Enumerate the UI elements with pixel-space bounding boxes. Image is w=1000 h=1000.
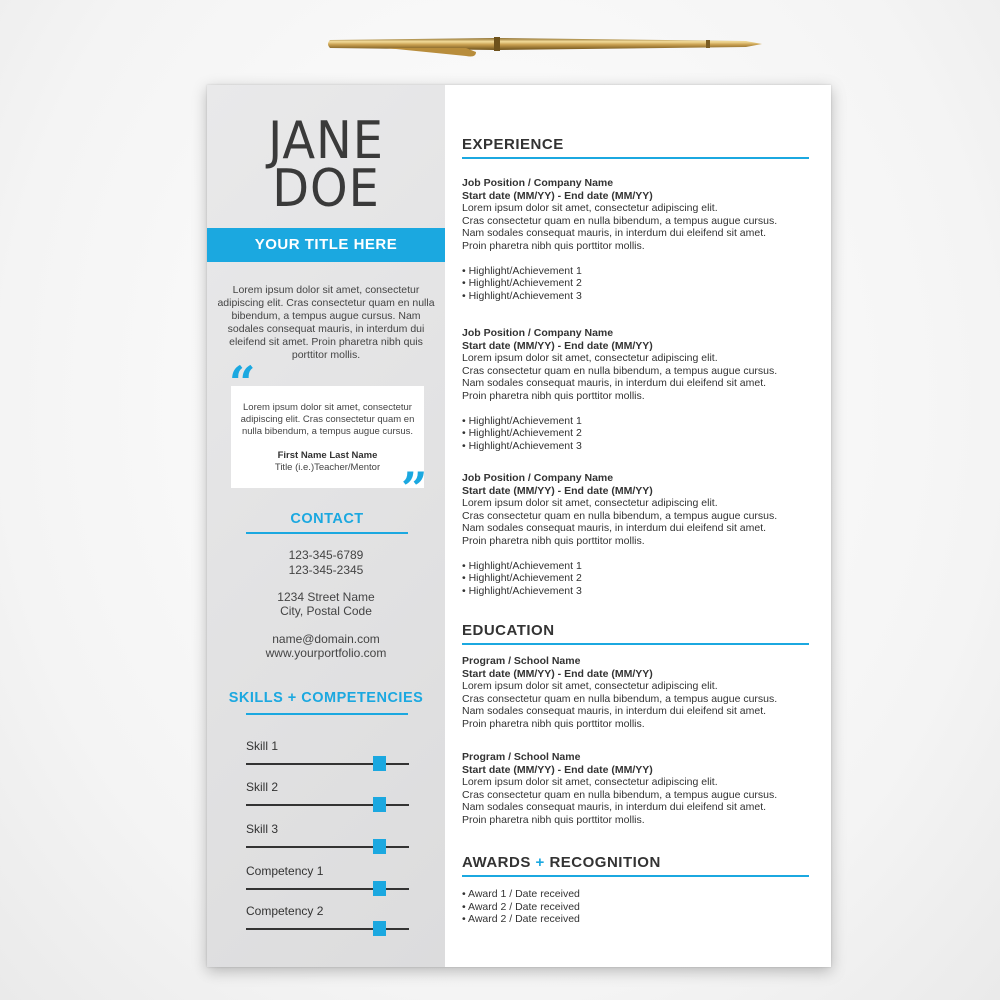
profile-summary: Lorem ipsum dolor sit amet, consectetur adipiscing elit. Cras consectetur quam en nulla bibendum, a tempus augue cursus. Nam sodales consequat mauris, in interdum dui eleifend sit amet. Proin pharetra nibh quis porttitor mollis. <box>217 284 435 361</box>
award-item: • Award 2 / Date received <box>462 913 580 925</box>
experience-entry <box>462 327 812 452</box>
job-dates: Start date (MM/YY) - End date (MM/YY) <box>462 189 653 202</box>
street-address: 1234 Street Name <box>277 590 375 604</box>
skill-label: Skill 1 <box>246 739 279 753</box>
awards-heading-right: RECOGNITION <box>549 854 661 871</box>
testimonial-name: First Name Last Name <box>277 450 378 461</box>
resume-page <box>207 85 831 967</box>
plus-icon: + <box>535 854 545 871</box>
experience-entry <box>462 177 812 302</box>
program-name: Program / School Name <box>462 751 581 763</box>
education-entry <box>462 751 812 826</box>
skills-divider <box>246 713 408 715</box>
program-description: Proin pharetra nibh quis porttitor mollis. <box>462 717 645 730</box>
education-entry <box>462 655 812 730</box>
job-description: Proin pharetra nibh quis porttitor mollis. <box>462 534 645 547</box>
skill-label: Skill 2 <box>246 780 279 794</box>
job-description: Cras consectetur quam en nulla bibendum, a tempus augue cursus. <box>462 214 778 227</box>
awards-heading-left: AWARDS <box>462 854 531 871</box>
website: www.yourportfolio.com <box>265 646 387 660</box>
contact-heading: CONTACT <box>290 511 364 527</box>
program-description: Nam sodales consequat mauris, in interdum dui eleifend sit amet. <box>462 801 767 813</box>
program-dates: Start date (MM/YY) - End date (MM/YY) <box>462 763 653 776</box>
program-description: Cras consectetur quam en nulla bibendum, a tempus augue cursus. <box>462 788 778 801</box>
skill-label: Competency 1 <box>246 864 324 878</box>
last-name: DOE <box>272 159 380 219</box>
job-highlight: • Highlight/Achievement 1 <box>462 264 582 277</box>
testimonial-text: Lorem ipsum dolor sit amet, consectetur adipiscing elit. Cras consectetur quam en nulla bibendum, a tempus augue cursus. <box>240 402 415 437</box>
skill-level-marker <box>373 881 386 896</box>
job-position: Job Position / Company Name <box>462 472 614 484</box>
job-description: Nam sodales consequat mauris, in interdum dui eleifend sit amet. <box>462 377 767 389</box>
phone-1: 123-345-6789 <box>288 548 364 562</box>
job-description: Lorem ipsum dolor sit amet, consectetur adipiscing elit. <box>462 352 718 364</box>
job-highlight: • Highlight/Achievement 1 <box>462 559 582 572</box>
experience-heading: EXPERIENCE <box>462 136 564 153</box>
job-highlight: • Highlight/Achievement 2 <box>462 427 582 439</box>
title-banner: YOUR TITLE HERE <box>207 228 445 262</box>
resume-sidebar <box>207 85 445 967</box>
first-name: JANE <box>268 111 384 171</box>
job-dates: Start date (MM/YY) - End date (MM/YY) <box>462 339 653 352</box>
program-description: Proin pharetra nibh quis porttitor mollis. <box>462 813 645 826</box>
contact-divider <box>246 532 408 534</box>
skill-level-marker <box>373 839 386 854</box>
job-description: Proin pharetra nibh quis porttitor mollis. <box>462 389 645 402</box>
experience-entry <box>462 472 812 597</box>
job-highlight: • Highlight/Achievement 3 <box>462 439 582 452</box>
job-highlight: • Highlight/Achievement 1 <box>462 414 582 427</box>
pen-image <box>326 30 766 60</box>
education-heading: EDUCATION <box>462 622 555 639</box>
program-description: Lorem ipsum dolor sit amet, consectetur adipiscing elit. <box>462 680 718 692</box>
job-description: Lorem ipsum dolor sit amet, consectetur adipiscing elit. <box>462 202 718 214</box>
testimonial-role: Title (i.e.)Teacher/Mentor <box>274 462 381 473</box>
job-description: Lorem ipsum dolor sit amet, consectetur adipiscing elit. <box>462 497 718 509</box>
testimonial-box <box>231 386 424 488</box>
skills-heading: SKILLS + COMPETENCIES <box>228 690 424 706</box>
skill-label: Skill 3 <box>246 822 279 836</box>
skill-level-marker <box>373 797 386 812</box>
job-position: Job Position / Company Name <box>462 327 614 339</box>
job-description: Cras consectetur quam en nulla bibendum, a tempus augue cursus. <box>462 364 778 377</box>
phone-2: 123-345-2345 <box>288 563 364 577</box>
experience-divider <box>462 157 809 159</box>
job-highlight: • Highlight/Achievement 2 <box>462 277 582 289</box>
program-description: Lorem ipsum dolor sit amet, consectetur adipiscing elit. <box>462 776 718 788</box>
job-description: Nam sodales consequat mauris, in interdum dui eleifend sit amet. <box>462 227 767 239</box>
job-highlight: • Highlight/Achievement 3 <box>462 289 582 302</box>
job-highlight: • Highlight/Achievement 2 <box>462 572 582 584</box>
program-dates: Start date (MM/YY) - End date (MM/YY) <box>462 667 653 680</box>
job-description: Cras consectetur quam en nulla bibendum, a tempus augue cursus. <box>462 509 778 522</box>
job-dates: Start date (MM/YY) - End date (MM/YY) <box>462 484 653 497</box>
awards-list <box>462 888 812 926</box>
program-description: Nam sodales consequat mauris, in interdum dui eleifend sit amet. <box>462 705 767 717</box>
award-item: • Award 1 / Date received <box>462 888 580 900</box>
job-position: Job Position / Company Name <box>462 177 614 189</box>
skill-label: Competency 2 <box>246 904 324 918</box>
skill-level-marker <box>373 921 386 936</box>
program-description: Cras consectetur quam en nulla bibendum, a tempus augue cursus. <box>462 692 778 705</box>
awards-divider <box>462 875 809 877</box>
award-item: • Award 2 / Date received <box>462 900 580 913</box>
email: name@domain.com <box>272 632 380 646</box>
awards-heading <box>462 854 661 871</box>
job-highlight: • Highlight/Achievement 3 <box>462 584 582 597</box>
open-quote-icon: “ <box>229 356 256 410</box>
program-name: Program / School Name <box>462 655 581 667</box>
city-postal: City, Postal Code <box>280 604 372 618</box>
skill-level-marker <box>373 756 386 771</box>
job-description: Proin pharetra nibh quis porttitor mollis. <box>462 239 645 252</box>
job-description: Nam sodales consequat mauris, in interdum dui eleifend sit amet. <box>462 522 767 534</box>
close-quote-icon: ” <box>401 462 428 516</box>
education-divider <box>462 643 809 645</box>
resume-main <box>445 85 831 967</box>
